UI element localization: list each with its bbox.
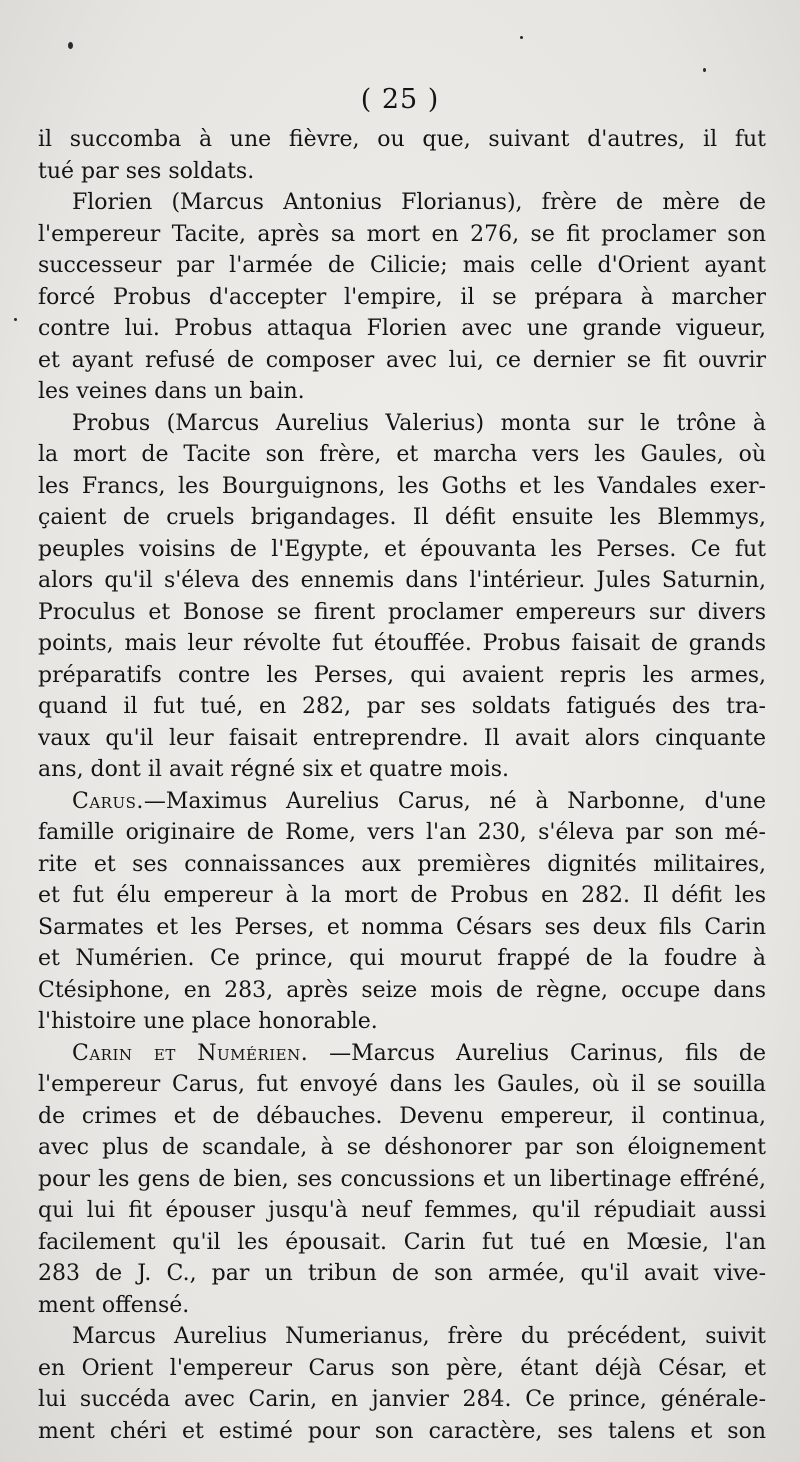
text-line xyxy=(38,1164,766,1196)
line-text: la mort de Tacite son frère, et marcha vers les Gaules, où xyxy=(38,442,766,467)
body-text xyxy=(38,124,766,1447)
line-text: Proculus et Bonose se firent proclamer empereurs sur divers xyxy=(38,599,766,625)
text-line xyxy=(38,1006,766,1038)
text-line xyxy=(38,502,766,534)
text-line xyxy=(38,786,766,818)
line-text: pour les gens de bien, ses concussions et un libertinage effréné, xyxy=(38,1166,766,1192)
text-line xyxy=(38,1290,766,1322)
line-text: Probus (Marcus Aurelius Valerius) monta sur le trône à xyxy=(72,410,766,436)
line-text: les veines dans un bain. xyxy=(38,379,305,404)
line-text: l'histoire une place honorable. xyxy=(38,1009,378,1034)
text-line xyxy=(38,1038,766,1070)
text-line xyxy=(38,439,766,471)
text-line xyxy=(38,1416,766,1448)
text-line xyxy=(38,723,766,755)
line-text: l'empereur Carus, fut envoyé dans les Gaules, où il se souilla xyxy=(38,1072,766,1097)
line-text: alors qu'il s'éleva des ennemis dans l'intérieur. Jules Saturnin, xyxy=(38,568,766,593)
line-text: peuples voisins de l'Egypte, et épouvanta les Perses. Ce fut xyxy=(38,536,766,562)
line-text: qui lui fit épouser jusqu'à neuf femmes, qu'il répudiait aussi xyxy=(38,1198,766,1223)
text-line xyxy=(38,1227,766,1259)
text-line xyxy=(38,565,766,597)
line-text: lui succéda avec Carin, en janvier 284. Ce prince, générale- xyxy=(38,1387,766,1412)
line-text: forcé Probus d'accepter l'empire, il se prépara à marcher xyxy=(38,284,766,310)
line-text: quand il fut tué, en 282, par ses soldats fatigués des tra- xyxy=(38,694,766,719)
text-line xyxy=(38,313,766,345)
text-line xyxy=(38,912,766,944)
line-text: vaux qu'il leur faisait entreprendre. Il avait alors cinquante xyxy=(38,725,766,751)
page-number: ( 25 ) xyxy=(360,84,440,115)
line-text: ment chéri et estimé pour son caractère, ses talens et son xyxy=(38,1418,766,1444)
text-line xyxy=(38,282,766,314)
line-text: Florien (Marcus Antonius Florianus), frère de mère de xyxy=(72,190,766,215)
text-line xyxy=(38,754,766,786)
ink-speck xyxy=(520,36,523,39)
ink-speck xyxy=(14,318,17,321)
ink-speck xyxy=(703,68,706,72)
line-text: et Numérien. Ce prince, qui mourut frappé de la foudre à xyxy=(38,946,766,971)
line-text: Marcus Aurelius Numerianus, frère du précédent, suivit xyxy=(72,1324,766,1349)
text-line xyxy=(38,849,766,881)
text-line xyxy=(38,250,766,282)
line-text: successeur par l'armée de Cilicie; mais celle d'Orient ayant xyxy=(38,253,766,278)
text-line xyxy=(38,1321,766,1353)
line-text: contre lui. Probus attaqua Florien avec une grande vigueur, xyxy=(38,316,766,341)
line-text: —Marcus Aurelius Carinus, fils de xyxy=(308,1040,766,1066)
text-line xyxy=(38,345,766,377)
text-line xyxy=(38,597,766,629)
text-line xyxy=(38,471,766,503)
ink-speck xyxy=(68,42,73,49)
text-line xyxy=(38,628,766,660)
line-text: l'empereur Tacite, après sa mort en 276, se fit proclamer son xyxy=(38,221,766,247)
text-line xyxy=(38,660,766,692)
line-text: famille originaire de Rome, vers l'an 230, s'éleva par son mé- xyxy=(38,820,766,845)
line-text: rite et ses connaissances aux premières dignités militaires, xyxy=(38,851,766,877)
text-line xyxy=(38,1258,766,1290)
line-text: en Orient l'empereur Carus son père, étant déjà César, et xyxy=(38,1355,766,1381)
section-heading: Carus. xyxy=(72,788,144,814)
text-line xyxy=(38,124,766,156)
text-line xyxy=(38,1353,766,1385)
line-text: 283 de J. C., par un tribun de son armée, qu'il avait vive- xyxy=(38,1261,766,1286)
text-line xyxy=(38,376,766,408)
text-line xyxy=(38,691,766,723)
text-line xyxy=(38,219,766,251)
text-line xyxy=(38,817,766,849)
line-text: points, mais leur révolte fut étouffée. Probus faisait de grands xyxy=(38,631,766,656)
line-text: les Francs, les Bourguignons, les Goths et les Vandales exer- xyxy=(38,473,766,499)
text-line xyxy=(38,534,766,566)
line-text: tué par ses soldats. xyxy=(38,158,255,184)
text-line xyxy=(38,1195,766,1227)
section-heading: Carin et Numérien. xyxy=(72,1040,309,1066)
text-line xyxy=(38,943,766,975)
line-text: il succomba à une fièvre, ou que, suivant d'autres, il fut xyxy=(38,127,766,152)
line-text: —Maximus Aurelius Carus, né à Narbonne, d'une xyxy=(143,788,766,814)
text-line xyxy=(38,1101,766,1133)
line-text: Sarmates et les Perses, et nomma Césars ses deux fils Carin xyxy=(38,914,766,940)
text-line xyxy=(38,1384,766,1416)
line-text: ment offensé. xyxy=(38,1292,190,1318)
text-line xyxy=(38,880,766,912)
line-text: et ayant refusé de composer avec lui, ce dernier se fit ouvrir xyxy=(38,347,766,373)
text-line xyxy=(38,187,766,219)
text-line xyxy=(38,975,766,1007)
line-text: facilement qu'il les épousait. Carin fut tué en Mœsie, l'an xyxy=(38,1229,766,1255)
text-line xyxy=(38,1132,766,1164)
line-text: ans, dont il avait régné six et quatre mois. xyxy=(38,757,510,782)
line-text: avec plus de scandale, à se déshonorer par son éloignement xyxy=(38,1135,766,1160)
text-line xyxy=(38,1069,766,1101)
line-text: préparatifs contre les Perses, qui avaient repris les armes, xyxy=(38,662,766,688)
line-text: et fut élu empereur à la mort de Probus en 282. Il défit les xyxy=(38,883,766,908)
line-text: Ctésiphone, en 283, après seize mois de règne, occupe dans xyxy=(38,977,766,1003)
text-line xyxy=(38,408,766,440)
line-text: de crimes et de débauches. Devenu empereur, il continua, xyxy=(38,1103,766,1129)
line-text: çaient de cruels brigandages. Il défit ensuite les Blemmys, xyxy=(38,505,766,530)
text-line xyxy=(38,156,766,188)
